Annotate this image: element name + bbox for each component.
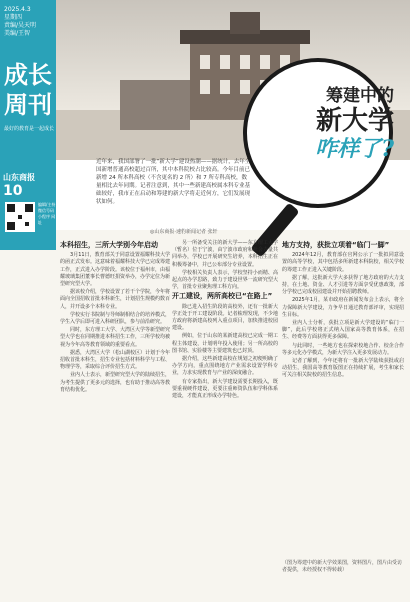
window	[240, 80, 250, 94]
paragraph: 学校实行书院制与导师制相结合的培养模式，学生入学后即可进入科研团队，参与前沿研究。	[60, 311, 171, 326]
section-label: 山东商报	[3, 173, 35, 182]
paragraph: 与此同时，一些地方也在探索校地合作、校企合作等多元化办学模式，为新大学注入更多发展动力。	[282, 342, 404, 356]
paragraph: 同时，东方理工大学、大湾区大学等新型研究型大学也在同期推进本科招生工作，三所学校均被视为今年高等教育领域的重要看点。	[60, 327, 171, 348]
article-column-3	[282, 240, 404, 558]
paragraph: 业内人士表示，新型研究型大学的陆续招生，为考生提供了更多元的选择，也有助于推动高等教育结构优化。	[60, 372, 171, 393]
page-number: 10	[3, 183, 23, 199]
subheading: 本科招生，三所大学别今年启动	[60, 241, 158, 249]
window	[200, 55, 210, 69]
masthead-sidebar	[0, 0, 56, 250]
paragraph: 另一所备受关注的新大学——东方理工大学（暂名）位于宁波，由宁波市政府和社会力量共同举办，学校已开展研究生培养，本科招生正在积极筹备中，并已公布部分专业设置。	[172, 240, 278, 268]
window	[200, 80, 210, 94]
reporter-credit: ◎山东商报·速豹新闻记者 张轩	[150, 229, 218, 235]
paragraph: 学校相关负责人表示，学校坚持小而精、高起点的办学思路，致力于建设世界一流研究型大学，首批专业聚焦理工科方向。	[172, 269, 278, 291]
subheading: 开工建设，两所高校已“在路上”	[172, 292, 273, 301]
paragraph: 业内人士分析，获批立项是新大学建设的“临门一脚”，此后学校将正式纳入国家高等教育体系，在招生、经费等方面获得更多保障。	[282, 320, 404, 341]
subheading: 地方支持，获批立项着“临门一脚”	[282, 241, 390, 249]
lead-paragraph: 近年来，我国部署了一批“新大学”建设热潮——据统计，去年全国新增普通高校超过百所，其中本科院校占比较高。今年目前已新增 24 所本科高校（不含更名的 2 所）和 7 所专科高校，数量相比去年同期。记者注意到，其中一些新建高校属本科专业基础较好，我市正在启动和筹建的新大学将走近何方，它们发展现状如何。	[96, 159, 251, 205]
paragraph: 据了解，这批新大学大多获得了地方政府的大力支持，在土地、资金、人才引进等方面享受优惠政策，部分学校已完成校园建设并开始招聘教师。	[282, 274, 404, 296]
headline-line-3: 咋样了?	[315, 136, 394, 162]
masthead-slogan: 最好的教育是一起成长	[4, 126, 55, 132]
article-column-2	[172, 240, 278, 600]
headline	[258, 86, 394, 162]
date-line: 2025.4.3	[4, 6, 31, 13]
designer-line: 美编/王智	[4, 30, 31, 37]
window	[220, 55, 230, 69]
article-column-1	[60, 240, 170, 600]
paragraph: 记者了解到，今年还将有一批新大学陆续获批或启动招生，我国高等教育版图正在持续扩展，考生和家长可关注相关院校的招生信息。	[282, 358, 404, 379]
weekday-line: 星期四	[4, 14, 23, 21]
photo-caption: （图为筹建中的新大学效果图，资料图片，图片由受访者提供，未经授权不得转载）	[282, 560, 403, 573]
issue-date	[4, 6, 36, 38]
masthead-title-1: 成长	[4, 60, 52, 89]
headline-line-2: 新大学	[315, 106, 394, 136]
paragraph: 除已进入招生阶段的高校外，还有一批新大学正处于开工建设阶段。记者梳理发现，不少地方政府将新建高校列入重点项目，加快推进校园建设。	[172, 303, 278, 332]
paragraph: 据介绍，这些新建高校在规划之初便明确了办学方向，重点围绕地方产业需求设置学科专业，力求实现教育与产业的深度融合。	[172, 356, 278, 377]
paragraph: 据该校介绍，学校设置了若干个学院，今年将面向全国招收首批本科新生，计划招生规模约数百人，并开设多个本科专业。	[60, 289, 171, 310]
building-left	[120, 80, 190, 130]
masthead-title-2: 周刊	[4, 90, 52, 119]
window	[240, 55, 250, 69]
qr-code-icon[interactable]	[5, 202, 35, 232]
window	[260, 55, 270, 69]
editor-line: 责编/吴天明	[4, 22, 37, 29]
headline-line-1: 筹建中的	[326, 86, 394, 106]
paragraph: 2025年1月，某市政府在新闻发布会上表示，将全力保障新大学建设，力争早日通过教育部评审，实现招生目标。	[282, 297, 404, 318]
section-name	[3, 172, 35, 199]
paragraph: 2024年12月，教育部在官网公示了一批拟同意设置的高等学校，其中包括多所新建本科院校，相关学校的筹建工作正进入关键阶段。	[282, 252, 404, 273]
paragraph: 有专家指出，新大学建设需要长期投入，既要重视硬件建设，更要注重师资队伍和学科体系建设，才能真正形成办学特色。	[172, 378, 278, 400]
paragraph: 3月11日，教育部关于同意设置福耀科技大学的函正式发布。这意味着福耀科技大学已完成筹建工作，正式进入办学阶段。该校位于福州市，由福耀玻璃集团董事长曹德旺捐资举办，办学定位为新型研究型大学。	[60, 252, 171, 288]
building-tower	[230, 12, 260, 34]
paragraph: 例如，位于山东的某新建高校已完成一期工程主体建设，计划明年投入使用；另一所高校的图书馆、实验楼等主要建筑也已封顶。	[172, 333, 278, 354]
paragraph: 据悉，大湾区大学（松山湖校区）计划于今年招收首批本科生，招生专业包括材料科学与工程、物理学等，采取综合评价招生方式。	[60, 349, 171, 371]
contact-line: 编辑/主持 微信号码 小程序 网址	[38, 202, 56, 225]
window	[220, 80, 230, 94]
